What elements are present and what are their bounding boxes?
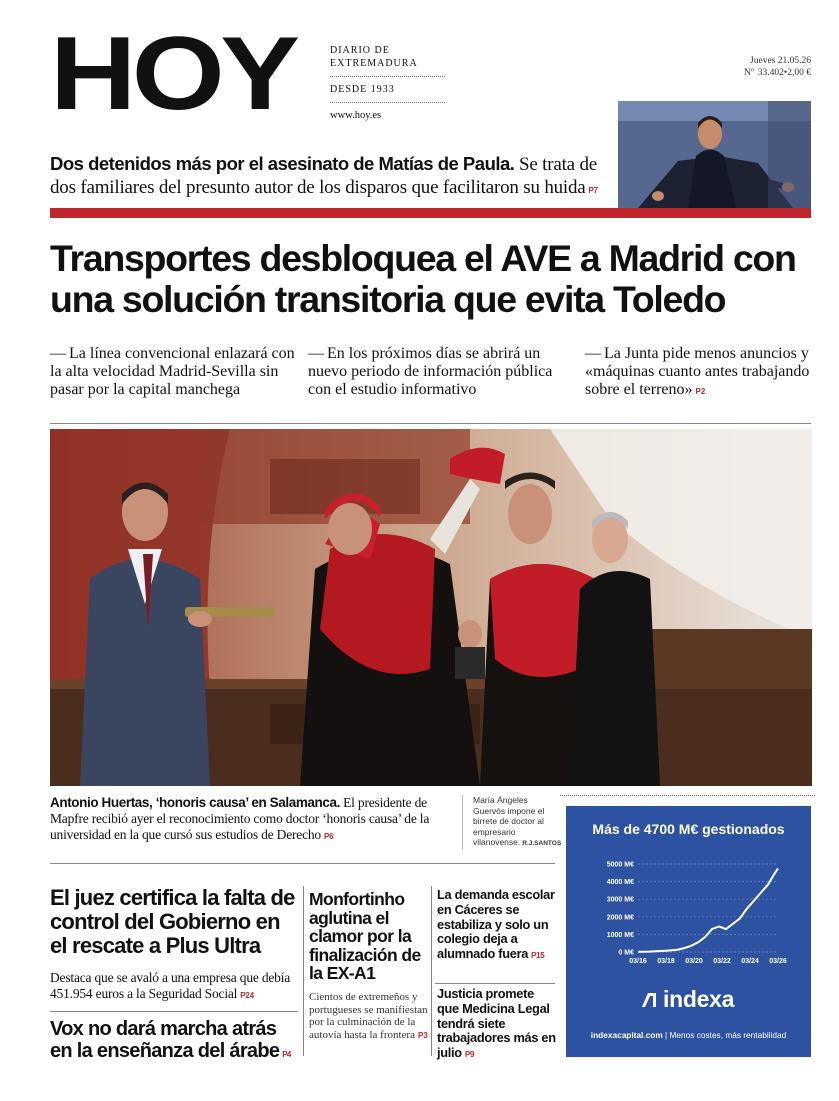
lead-subpoint-3 xyxy=(585,345,813,401)
dash: — xyxy=(585,345,601,362)
issue-number-label: Nº xyxy=(743,68,754,78)
column-divider xyxy=(431,886,432,1056)
issue-price: 2,00 € xyxy=(787,68,811,78)
page-reference: P24 xyxy=(240,991,254,1000)
chart-series-line xyxy=(638,868,778,952)
ad-tagline: Menos costes, más rentabilidad xyxy=(669,1030,787,1040)
chart-y-tick-label: 5000 M€ xyxy=(606,861,634,869)
side-caption-text: María Ángeles Guervós impone el birrete de doctor al empresario vilanovense. xyxy=(473,795,545,847)
masthead-since: DESDE 1933 xyxy=(330,84,395,95)
chart-x-tick-label: 03/24 xyxy=(741,958,759,965)
issue-number-line: Nº 33.402•2,00 € xyxy=(743,68,811,78)
ad-growth-chart xyxy=(566,846,811,976)
ad-footer xyxy=(566,1030,811,1040)
story-headline-text: Vox no dará marcha atrás en la enseñanza del árabe xyxy=(50,1018,280,1062)
story-plus-ultra-headline[interactable]: El juez certifica la falta de control del Gobierno en el rescate a Plus Ultra xyxy=(50,885,295,958)
top-story-body: Se trata de dos familiares del presunto autor de los disparos que facilitaron su huida xyxy=(50,154,597,198)
page-reference: P6 xyxy=(323,832,334,841)
divider xyxy=(50,863,555,864)
dash: — xyxy=(50,345,66,362)
indexa-brand-name: indexa xyxy=(663,986,735,1012)
divider xyxy=(50,423,811,424)
issue-date: Jueves 21.05.26 xyxy=(750,56,811,66)
accent-bar xyxy=(50,208,811,218)
story-monfortinho-headline[interactable]: Monfortinho aglutina el clamor por la finalización de la EX-A1 xyxy=(309,889,421,983)
photo-caption-headline: Antonio Huertas, ‘honoris causa’ en Salamanca. xyxy=(50,795,340,810)
photo-credit: R.J.SANTOS xyxy=(522,840,562,847)
newspaper-logo: HOY xyxy=(50,16,296,132)
chart-x-tick-label: 03/16 xyxy=(629,958,647,965)
story-headline-text: Justicia promete que Medicina Legal tendrá siete trabajadores más en julio xyxy=(437,986,556,1061)
masthead-subtitle-line2: EXTREMADURA xyxy=(330,58,418,69)
story-body-text: Cientos de extremeños y portugueses se manifiestan por la culminación de la autovía hasta la frontera xyxy=(309,991,428,1041)
chart-y-tick-label: 0 M€ xyxy=(618,949,634,957)
story-plus-ultra-body xyxy=(50,970,300,1004)
issue-info xyxy=(740,55,811,79)
lead-headline[interactable]: Transportes desbloquea el AVE a Madrid con una solución transitoria que evita Toledo xyxy=(50,237,796,320)
masthead-subtitle-line1: DIARIO DE xyxy=(330,45,390,56)
story-headline-text: La demanda escolar en Cáceres se estabiliza y solo un colegio deja a alumnado fuera xyxy=(437,887,555,962)
lead-subpoint-text: La línea convencional enlazará con la alta velocidad Madrid-Sevilla sin pasar por la capital manchega xyxy=(50,345,295,398)
chart-y-tick-label: 3000 M€ xyxy=(606,896,634,904)
story-caceres-headline[interactable] xyxy=(437,888,557,964)
chart-y-tick-label: 1000 M€ xyxy=(606,931,634,939)
page-reference: P15 xyxy=(531,951,545,961)
indexa-advertisement[interactable] xyxy=(566,806,811,1057)
dotted-divider xyxy=(560,795,815,796)
main-photo[interactable] xyxy=(50,429,812,786)
story-vox-headline[interactable] xyxy=(50,1018,302,1066)
photo-caption-body: El presidente de Mapfre recibió ayer el reconocimiento como doctor ‘honoris causa’ de la universidad en la que cursó sus estudios de Derecho xyxy=(50,795,430,842)
chart-grid xyxy=(638,864,778,952)
masthead-subtitle xyxy=(330,44,445,122)
chart-x-tick-label: 03/26 xyxy=(769,958,787,965)
divider xyxy=(50,1011,298,1012)
column-divider xyxy=(303,886,304,1056)
page-reference: P7 xyxy=(588,186,598,195)
photo-caption xyxy=(50,795,455,845)
story-body-text: Destaca que se avaló a una empresa que debía 451.954 euros a la Seguridad Social xyxy=(50,970,291,1001)
top-story-photo[interactable] xyxy=(618,101,811,208)
chart-x-tick-label: 03/20 xyxy=(685,958,703,965)
indexa-logo-icon xyxy=(640,991,658,1009)
chart-y-tick-label: 2000 M€ xyxy=(606,914,634,922)
dash: — xyxy=(308,345,324,362)
top-story[interactable] xyxy=(50,152,620,202)
lead-subpoint-1 xyxy=(50,345,300,399)
chart-y-ticks xyxy=(607,862,634,957)
singer-photo-illustration xyxy=(618,101,811,208)
chart-y-tick-label: 4000 M€ xyxy=(606,879,634,887)
chart-x-tick-label: 03/18 xyxy=(657,958,675,965)
photo-side-caption xyxy=(462,795,562,850)
masthead-divider xyxy=(330,102,445,103)
ad-title: Más de 4700 M€ gestionados xyxy=(592,821,785,837)
ad-website: indexacapital.com xyxy=(590,1030,663,1040)
story-monfortinho-body xyxy=(309,991,429,1042)
masthead-divider xyxy=(330,76,445,77)
story-medicina-legal-headline[interactable] xyxy=(437,987,557,1063)
page-reference: P3 xyxy=(417,1030,428,1040)
lead-subpoint-text: En los próximos días se abrirá un nuevo periodo de información pública con el estudio informativo xyxy=(308,345,553,398)
top-story-headline: Dos detenidos más por el asesinato de Matías de Paula. xyxy=(50,153,515,174)
chart-x-tick-label: 03/22 xyxy=(713,958,731,965)
ad-footer-separator: | xyxy=(665,1030,668,1040)
indexa-logo xyxy=(640,986,734,1013)
ceremony-photo-illustration xyxy=(50,429,812,786)
masthead-website-link[interactable]: www.hoy.es xyxy=(330,110,382,121)
issue-number: 33.402 xyxy=(757,68,784,78)
page-reference: P2 xyxy=(695,387,706,396)
lead-subpoint-2 xyxy=(308,345,568,399)
chart-x-ticks xyxy=(629,958,787,965)
lead-subpoint-text: La Junta pide menos anuncios y «máquinas cuanto antes trabajando sobre el terreno» xyxy=(585,345,810,398)
divider xyxy=(435,983,555,984)
page-reference: P4 xyxy=(282,1050,291,1059)
page-reference: P9 xyxy=(464,1050,474,1060)
